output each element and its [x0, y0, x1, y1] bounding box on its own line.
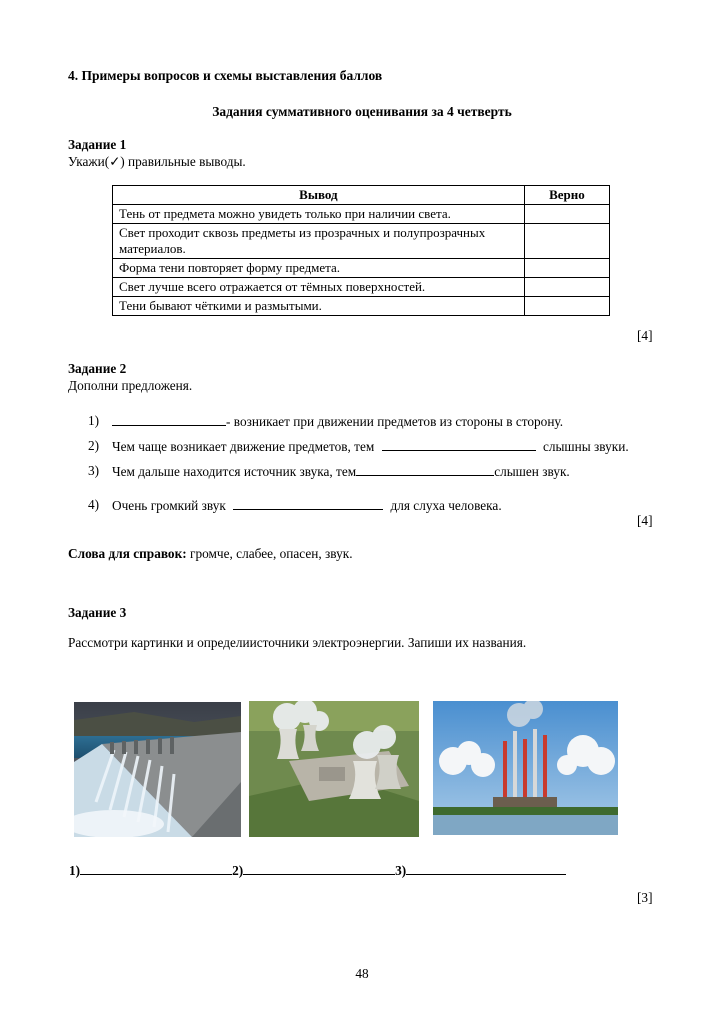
task2-title: Задание 2: [68, 361, 127, 376]
sentence-item-4: [112, 497, 502, 514]
task2-score: [4]: [637, 513, 653, 528]
table-cell-check[interactable]: [524, 278, 609, 297]
section-heading: 4. Примеры вопросов и схемы выставления баллов: [68, 68, 383, 83]
answer-label-3: 3): [395, 863, 407, 878]
table-row: [113, 224, 610, 259]
task1-title: Задание 1: [68, 137, 127, 152]
sentence-tail: для слуха человека.: [390, 498, 502, 513]
table-row: [113, 297, 610, 316]
answer-field-1[interactable]: [80, 861, 232, 875]
table-cell-statement: Тень от предмета можно увидеть только при наличии света.: [113, 205, 525, 224]
table-cell-check[interactable]: [524, 297, 609, 316]
answer-field-2[interactable]: [243, 861, 395, 875]
task3-instruction: Рассмотри картинки и определиисточники электроэнергии. Запиши их названия.: [68, 635, 527, 650]
table-cell-statement: Форма тени повторяет форму предмета.: [113, 259, 525, 278]
task1-score: [4]: [637, 328, 653, 343]
table-header-row: [113, 186, 610, 205]
hydroelectric-dam-photo: [74, 702, 241, 837]
sentence-tail: слышны звуки.: [542, 439, 629, 454]
reference-words: [68, 546, 353, 562]
sentence-head: Чем чаще возникает движение предметов, тем: [112, 439, 375, 454]
table-row: [113, 278, 610, 297]
sentence-item-2: [112, 438, 629, 455]
fill-blank[interactable]: [233, 497, 383, 510]
task3-score: [3]: [637, 890, 653, 905]
nuclear-plant-photo: [249, 701, 419, 837]
sentence-item-3: [112, 463, 570, 480]
page-number: 48: [355, 966, 369, 981]
fill-blank[interactable]: [112, 413, 226, 426]
page-subtitle: Задания суммативного оценивания за 4 четверть: [212, 104, 512, 119]
fill-blank[interactable]: [382, 438, 536, 451]
answer-label-2: 2): [232, 863, 244, 878]
sentence-tail: слышен звук.: [494, 464, 570, 479]
fill-blank[interactable]: [356, 463, 494, 476]
item-number: 3): [88, 463, 100, 478]
thermal-power-plant-photo: [433, 701, 618, 835]
table-cell-check[interactable]: [524, 259, 609, 278]
sentence-head: Очень громкий звук: [112, 498, 226, 513]
answer-lines: [69, 861, 566, 879]
table-cell-check[interactable]: [524, 224, 609, 259]
item-number: 4): [88, 497, 100, 512]
table-row: [113, 259, 610, 278]
table-header-correct: Верно: [524, 186, 609, 205]
table-cell-statement: Свет лучше всего отражается от тёмных поверхностей.: [113, 278, 525, 297]
conclusions-table: [112, 185, 610, 316]
table-cell-statement: Тени бывают чёткими и размытыми.: [113, 297, 525, 316]
sentence-item-1: [112, 413, 563, 430]
answer-field-3[interactable]: [406, 861, 566, 875]
task3-title: Задание 3: [68, 605, 127, 620]
reference-words-label: Слова для справок:: [68, 546, 187, 561]
table-cell-statement: Свет проходит сквозь предметы из прозрачных и полупрозрачных материалов.: [113, 224, 525, 259]
table-row: [113, 205, 610, 224]
table-cell-check[interactable]: [524, 205, 609, 224]
item-number: 1): [88, 413, 100, 428]
item-number: 2): [88, 438, 100, 453]
table-header-conclusion: Вывод: [113, 186, 525, 205]
sentence-head: Чем дальше находится источник звука, тем: [112, 464, 357, 479]
task2-instruction: Дополни предложеня.: [68, 378, 193, 393]
reference-words-list: громче, слабее, опасен, звук.: [186, 546, 353, 561]
sentence-tail: - возникает при движении предметов из стороны в сторону.: [226, 414, 564, 429]
task1-instruction: Укажи(✓) правильные выводы.: [68, 154, 246, 169]
answer-label-1: 1): [69, 863, 81, 878]
